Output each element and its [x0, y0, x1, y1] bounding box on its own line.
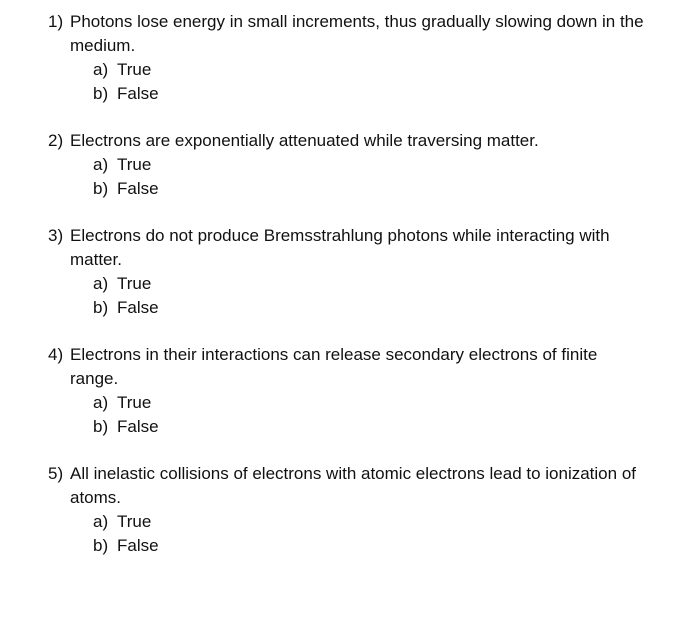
option-letter: b): [93, 417, 109, 436]
option-label: True: [117, 155, 152, 174]
option-a[interactable]: [93, 272, 648, 296]
option-b[interactable]: [93, 415, 648, 439]
question-4: [48, 343, 648, 439]
option-b[interactable]: [93, 177, 648, 201]
option-label: True: [117, 512, 152, 531]
question-3-stem: [48, 224, 648, 272]
option-letter: b): [93, 179, 109, 198]
option-letter: b): [93, 536, 109, 555]
question-2-stem: [48, 129, 648, 153]
question-5-stem: [48, 462, 648, 510]
question-3: [48, 224, 648, 320]
option-label: True: [117, 393, 152, 412]
question-5: [48, 462, 648, 558]
option-letter: a): [93, 155, 109, 174]
option-a[interactable]: [93, 391, 648, 415]
question-1: [48, 10, 648, 106]
question-text: Electrons do not produce Bremsstrahlung photons while interacting with matter.: [70, 226, 610, 269]
question-number: 3): [48, 226, 64, 245]
option-label: False: [117, 179, 159, 198]
question-text: Electrons in their interactions can release secondary electrons of finite range.: [70, 345, 598, 388]
option-letter: b): [93, 84, 109, 103]
option-label: True: [117, 60, 152, 79]
option-a[interactable]: [93, 153, 648, 177]
question-number: 4): [48, 345, 64, 364]
question-text: Electrons are exponentially attenuated while traversing matter.: [70, 131, 539, 150]
option-a[interactable]: [93, 58, 648, 82]
question-number: 2): [48, 131, 64, 150]
option-b[interactable]: [93, 534, 648, 558]
option-letter: a): [93, 60, 109, 79]
option-letter: b): [93, 298, 109, 317]
option-label: False: [117, 536, 159, 555]
option-letter: a): [93, 274, 109, 293]
option-b[interactable]: [93, 82, 648, 106]
option-label: True: [117, 274, 152, 293]
option-letter: a): [93, 393, 109, 412]
question-number: 5): [48, 464, 64, 483]
option-letter: a): [93, 512, 109, 531]
question-text: Photons lose energy in small increments, thus gradually slowing down in the medium.: [70, 12, 644, 55]
option-label: False: [117, 298, 159, 317]
question-2: [48, 129, 648, 201]
question-1-stem: [48, 10, 648, 58]
option-label: False: [117, 417, 159, 436]
option-b[interactable]: [93, 296, 648, 320]
question-number: 1): [48, 12, 64, 31]
question-4-stem: [48, 343, 648, 391]
option-label: False: [117, 84, 159, 103]
option-a[interactable]: [93, 510, 648, 534]
question-text: All inelastic collisions of electrons with atomic electrons lead to ionization of atoms.: [70, 464, 636, 507]
